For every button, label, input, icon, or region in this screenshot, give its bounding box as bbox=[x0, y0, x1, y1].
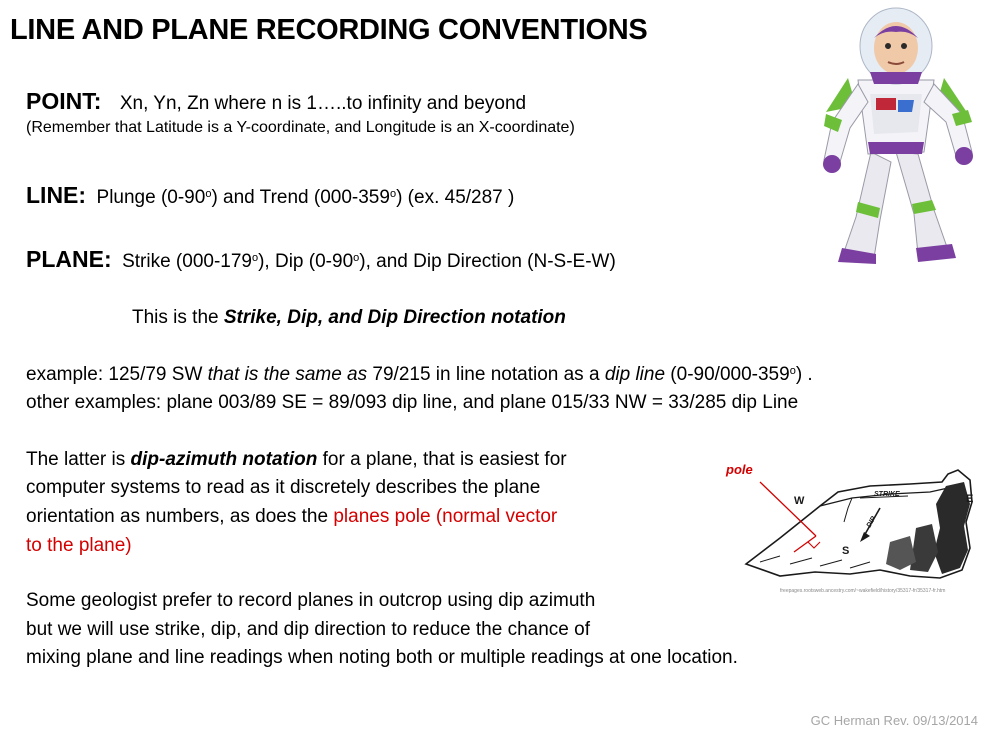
para1-line-1: The latter is dip-azimuth notation for a plane, that is easiest for bbox=[26, 449, 567, 470]
character-illustration bbox=[796, 2, 996, 270]
line-label: LINE: bbox=[26, 182, 87, 208]
para1-line-4: to the plane) bbox=[26, 535, 132, 556]
para2-line-3: mixing plane and line readings when noting both or multiple readings at one location. bbox=[26, 647, 738, 668]
point-line bbox=[26, 88, 526, 115]
figure-pole-label: pole bbox=[726, 462, 753, 477]
para1-line-2: computer systems to read as it discretely describes the plane bbox=[26, 477, 541, 498]
point-text: Xn, Yn, Zn where n is 1…..to infinity and beyond bbox=[119, 93, 527, 114]
line-definition bbox=[26, 182, 514, 209]
figure-s-label: S bbox=[842, 545, 850, 557]
example-line-1: example: 125/79 SW that is the same as 79/215 in line notation as a dip line (0-90/000-359$^o$) . bbox=[26, 364, 813, 385]
figure-w-label: W bbox=[794, 495, 805, 507]
example-line-2: other examples: plane 003/89 SE = 89/093 dip line, and plane 015/33 NW = 33/285 dip Line bbox=[26, 392, 799, 413]
line-text: Plunge (0-90$^o$) and Trend (000-359$^o$) (ex. 45/287 ) bbox=[96, 187, 515, 208]
plane-text: Strike (000-179$^o$), Dip (0-90$^o$), and Dip Direction (N-S-E-W) bbox=[122, 251, 616, 272]
figure-caption: freepages.rootsweb.ancestry.com/~wakefield/history/35317-fr/35317-fr.htm bbox=[780, 588, 946, 594]
footer-revision: GC Herman Rev. 09/13/2014 bbox=[810, 713, 978, 728]
para2-line-2: but we will use strike, dip, and dip direction to reduce the chance of bbox=[26, 619, 590, 640]
figure-dip-label: DIP bbox=[865, 515, 878, 529]
outcrop-figure bbox=[720, 452, 982, 598]
notation-line: This is the Strike, Dip, and Dip Direction notation bbox=[132, 307, 566, 328]
para1-line-3: orientation as numbers, as does the planes pole (normal vector bbox=[26, 506, 558, 527]
page-title: LINE AND PLANE RECORDING CONVENTIONS bbox=[10, 14, 648, 46]
figure-e-label: E bbox=[966, 493, 974, 505]
para2-line-1: Some geologist prefer to record planes in outcrop using dip azimuth bbox=[26, 590, 596, 611]
plane-label: PLANE: bbox=[26, 246, 112, 272]
point-label: POINT: bbox=[26, 88, 102, 114]
point-note: (Remember that Latitude is a Y-coordinate, and Longitude is an X-coordinate) bbox=[26, 119, 575, 136]
plane-definition bbox=[26, 246, 616, 273]
figure-strike-label: STRIKE bbox=[874, 491, 900, 498]
